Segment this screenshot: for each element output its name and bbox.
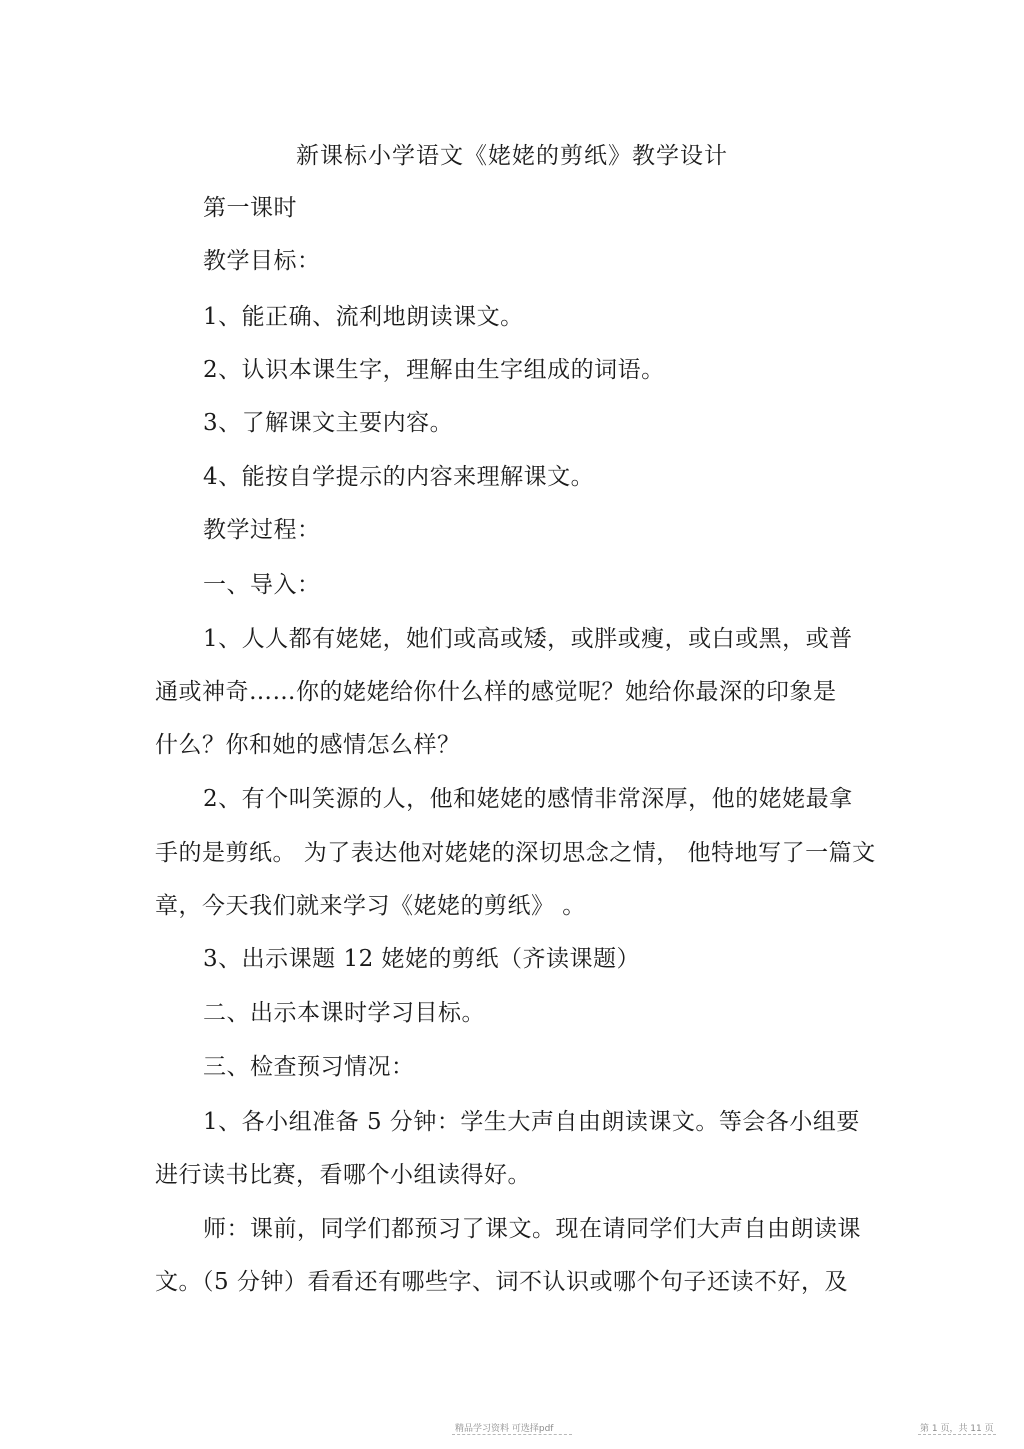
- page-number: 第 1 页，共 11 页: [920, 1424, 994, 1434]
- goal-item: 4、能按自学提示的内容来理解课文。: [203, 464, 595, 490]
- paragraph-line: 1、人人都有姥姥，她们或高或矮，或胖或瘦，或白或黑，或普: [203, 626, 853, 652]
- paragraph-line: 通或神奇……你的姥姥给你什么样的感觉呢？她给你最深的印象是: [155, 679, 837, 705]
- footer-divider: [918, 1434, 996, 1435]
- goal-item: 2、认识本课生字，理解由生字组成的词语。: [203, 357, 665, 383]
- paragraph-line: 2、有个叫笑源的人，他和姥姥的感情非常深厚，他的姥姥最拿: [203, 786, 853, 812]
- step-heading: 三、检查预习情况：: [203, 1054, 415, 1080]
- document-title: 新课标小学语文《姥姥的剪纸》教学设计: [296, 143, 728, 169]
- paragraph-line: 手的是剪纸。 为了表达他对姥姥的深切思念之情， 他特地写了一篇文: [155, 840, 876, 866]
- footer-divider: [452, 1434, 572, 1435]
- paragraph-line: 什么？你和她的感情怎么样？: [155, 732, 461, 758]
- lesson-period: 第一课时: [203, 195, 297, 221]
- step-heading: 二、出示本课时学习目标。: [203, 1000, 485, 1026]
- paragraph-line: 进行读书比赛，看哪个小组读得好。: [155, 1162, 531, 1188]
- section-heading-process: 教学过程：: [203, 517, 321, 543]
- goal-item: 3、了解课文主要内容。: [203, 410, 454, 436]
- section-heading-goals: 教学目标：: [203, 248, 321, 274]
- footer-source-label: 精品学习资料 可选择pdf: [455, 1424, 554, 1434]
- goal-item: 1、能正确、流利地朗读课文。: [203, 304, 524, 330]
- paragraph-line: 章，今天我们就来学习《姥姥的剪纸》 。: [155, 893, 586, 919]
- paragraph-line: 3、出示课题 12 姥姥的剪纸（齐读课题）: [203, 946, 641, 972]
- step-heading: 一、导入：: [203, 572, 321, 598]
- paragraph-line: 1、各小组准备 5 分钟：学生大声自由朗读课文。等会各小组要: [203, 1109, 860, 1135]
- paragraph-line: 文。（5 分钟）看看还有哪些字、词不认识或哪个句子还读不好，及: [155, 1269, 848, 1295]
- paragraph-line: 师：课前，同学们都预习了课文。现在请同学们大声自由朗读课: [203, 1216, 861, 1242]
